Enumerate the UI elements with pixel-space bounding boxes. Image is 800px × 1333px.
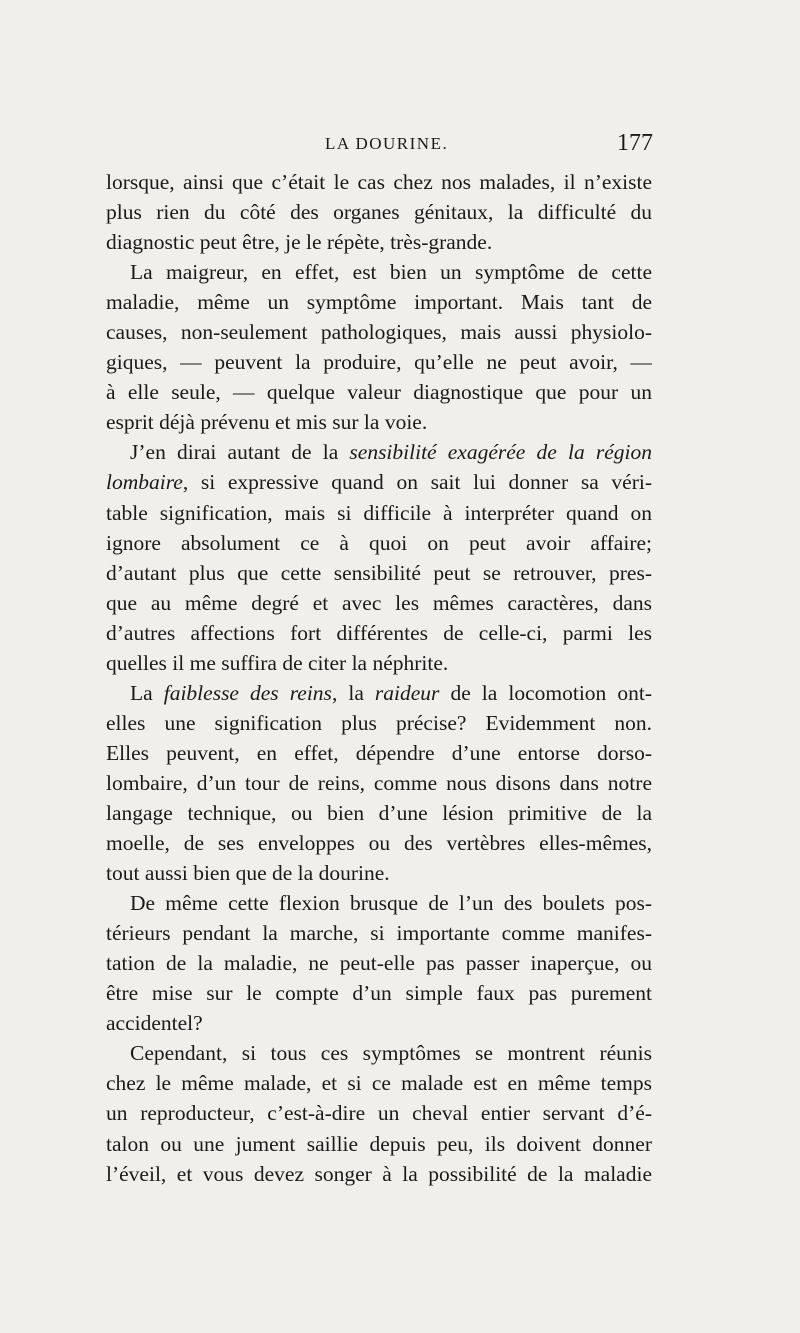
- text-line: [106, 407, 652, 437]
- text-line: [106, 347, 652, 377]
- text-segment: maladie, même un symptôme important. Mais tant de: [106, 290, 652, 315]
- body-text: [106, 167, 652, 1189]
- text-segment: d’autres affections fort différentes de celle-ci, parmi les: [106, 620, 652, 645]
- text-line: [106, 948, 652, 978]
- text-line: [106, 978, 652, 1008]
- text-segment: être mise sur le compte d’un simple faux pas purement: [106, 981, 652, 1006]
- text-segment: , si expressive quand on sait lui donner sa véri-: [182, 470, 652, 495]
- italic-phrase: lombaire: [106, 470, 183, 495]
- text-line: [106, 798, 652, 828]
- text-line: [106, 1038, 652, 1068]
- running-title: LA DOURINE.: [325, 134, 449, 153]
- text-line: [106, 227, 652, 257]
- text-segment: térieurs pendant la marche, si importante comme manifes-: [106, 921, 652, 946]
- text-line: [106, 467, 652, 497]
- text-line: [106, 1129, 652, 1159]
- text-segment: De même cette flexion brusque de l’un des boulets pos-: [130, 891, 652, 916]
- text-segment: diagnostic peut être, je le répète, très-grande.: [106, 230, 493, 255]
- text-line: [106, 828, 652, 858]
- page-number: 177: [617, 130, 653, 156]
- text-segment: Cependant, si tous ces symptômes se montrent réunis: [130, 1041, 652, 1066]
- text-line: [106, 437, 652, 467]
- text-segment: esprit déjà prévenu et mis sur la voie.: [106, 410, 428, 435]
- text-segment: giques, — peuvent la produire, qu’elle ne peut avoir, —: [106, 350, 652, 375]
- text-segment: plus rien du côté des organes génitaux, la difficulté du: [106, 200, 652, 225]
- text-line: [106, 528, 652, 558]
- text-segment: Elles peuvent, en effet, dépendre d’une entorse dorso-: [106, 740, 652, 765]
- text-line: [106, 708, 652, 738]
- text-segment: que au même degré et avec les mêmes caractères, dans: [106, 590, 652, 615]
- text-segment: moelle, de ses enveloppes ou des vertèbres elles-mêmes,: [106, 831, 652, 856]
- text-line: [106, 738, 652, 768]
- text-line: [106, 1008, 652, 1038]
- text-segment: de la locomotion ont-: [439, 680, 652, 705]
- italic-phrase: raideur: [374, 680, 440, 705]
- text-segment: tation de la maladie, ne peut-elle pas passer inaperçue, ou: [106, 951, 652, 976]
- text-segment: lombaire, d’un tour de reins, comme nous disons dans notre: [106, 770, 652, 795]
- text-segment: un reproducteur, c’est-à-dire un cheval entier servant d’é-: [106, 1101, 652, 1126]
- text-line: [106, 768, 652, 798]
- text-segment: accidentel?: [106, 1011, 203, 1036]
- text-segment: table signification, mais si difficile à interpréter quand on: [106, 500, 652, 525]
- text-segment: lorsque, ainsi que c’était le cas chez nos malades, il n’existe: [106, 170, 652, 194]
- text-segment: langage technique, ou bien d’une lésion primitive de la: [106, 800, 652, 825]
- text-segment: talon ou une jument saillie depuis peu, ils doivent donner: [106, 1131, 652, 1156]
- text-line: [106, 918, 652, 948]
- text-line: [106, 858, 652, 888]
- text-segment: ignore absolument ce à quoi on peut avoir affaire;: [106, 530, 652, 555]
- text-line: [106, 588, 652, 618]
- text-segment: l’éveil, et vous devez songer à la possibilité de la maladie: [106, 1161, 652, 1186]
- text-line: [106, 888, 652, 918]
- text-segment: La: [130, 680, 164, 705]
- text-segment: elles une signification plus précise? Evidemment non.: [106, 710, 652, 735]
- italic-phrase: faiblesse des reins: [163, 680, 332, 705]
- text-line: [106, 257, 652, 287]
- text-segment: La maigreur, en effet, est bien un symptôme de cette: [130, 260, 652, 285]
- text-line: [106, 197, 652, 227]
- text-segment: quelles il me suffira de citer la néphrite.: [106, 650, 449, 675]
- text-segment: tout aussi bien que de la dourine.: [106, 861, 390, 886]
- italic-phrase: sensibilité exagérée de la région: [349, 440, 652, 465]
- text-line: [106, 1098, 652, 1128]
- text-segment: à elle seule, — quelque valeur diagnostique que pour un: [106, 380, 652, 405]
- text-line: [106, 1159, 652, 1189]
- text-line: [106, 377, 652, 407]
- text-segment: causes, non-seulement pathologiques, mais aussi physiolo-: [106, 320, 652, 345]
- text-line: [106, 648, 652, 678]
- text-line: [106, 678, 652, 708]
- running-head: [105, 130, 653, 160]
- text-line: [106, 498, 652, 528]
- text-segment: chez le même malade, et si ce malade est en même temps: [106, 1071, 652, 1096]
- text-segment: , la: [331, 680, 375, 705]
- text-line: [106, 558, 652, 588]
- text-segment: J’en dirai autant de la: [130, 440, 350, 465]
- text-line: [106, 167, 652, 197]
- text-segment: d’autant plus que cette sensibilité peut se retrouver, pres-: [106, 560, 652, 585]
- text-line: [106, 287, 652, 317]
- text-line: [106, 317, 652, 347]
- text-line: [106, 1068, 652, 1098]
- text-line: [106, 618, 652, 648]
